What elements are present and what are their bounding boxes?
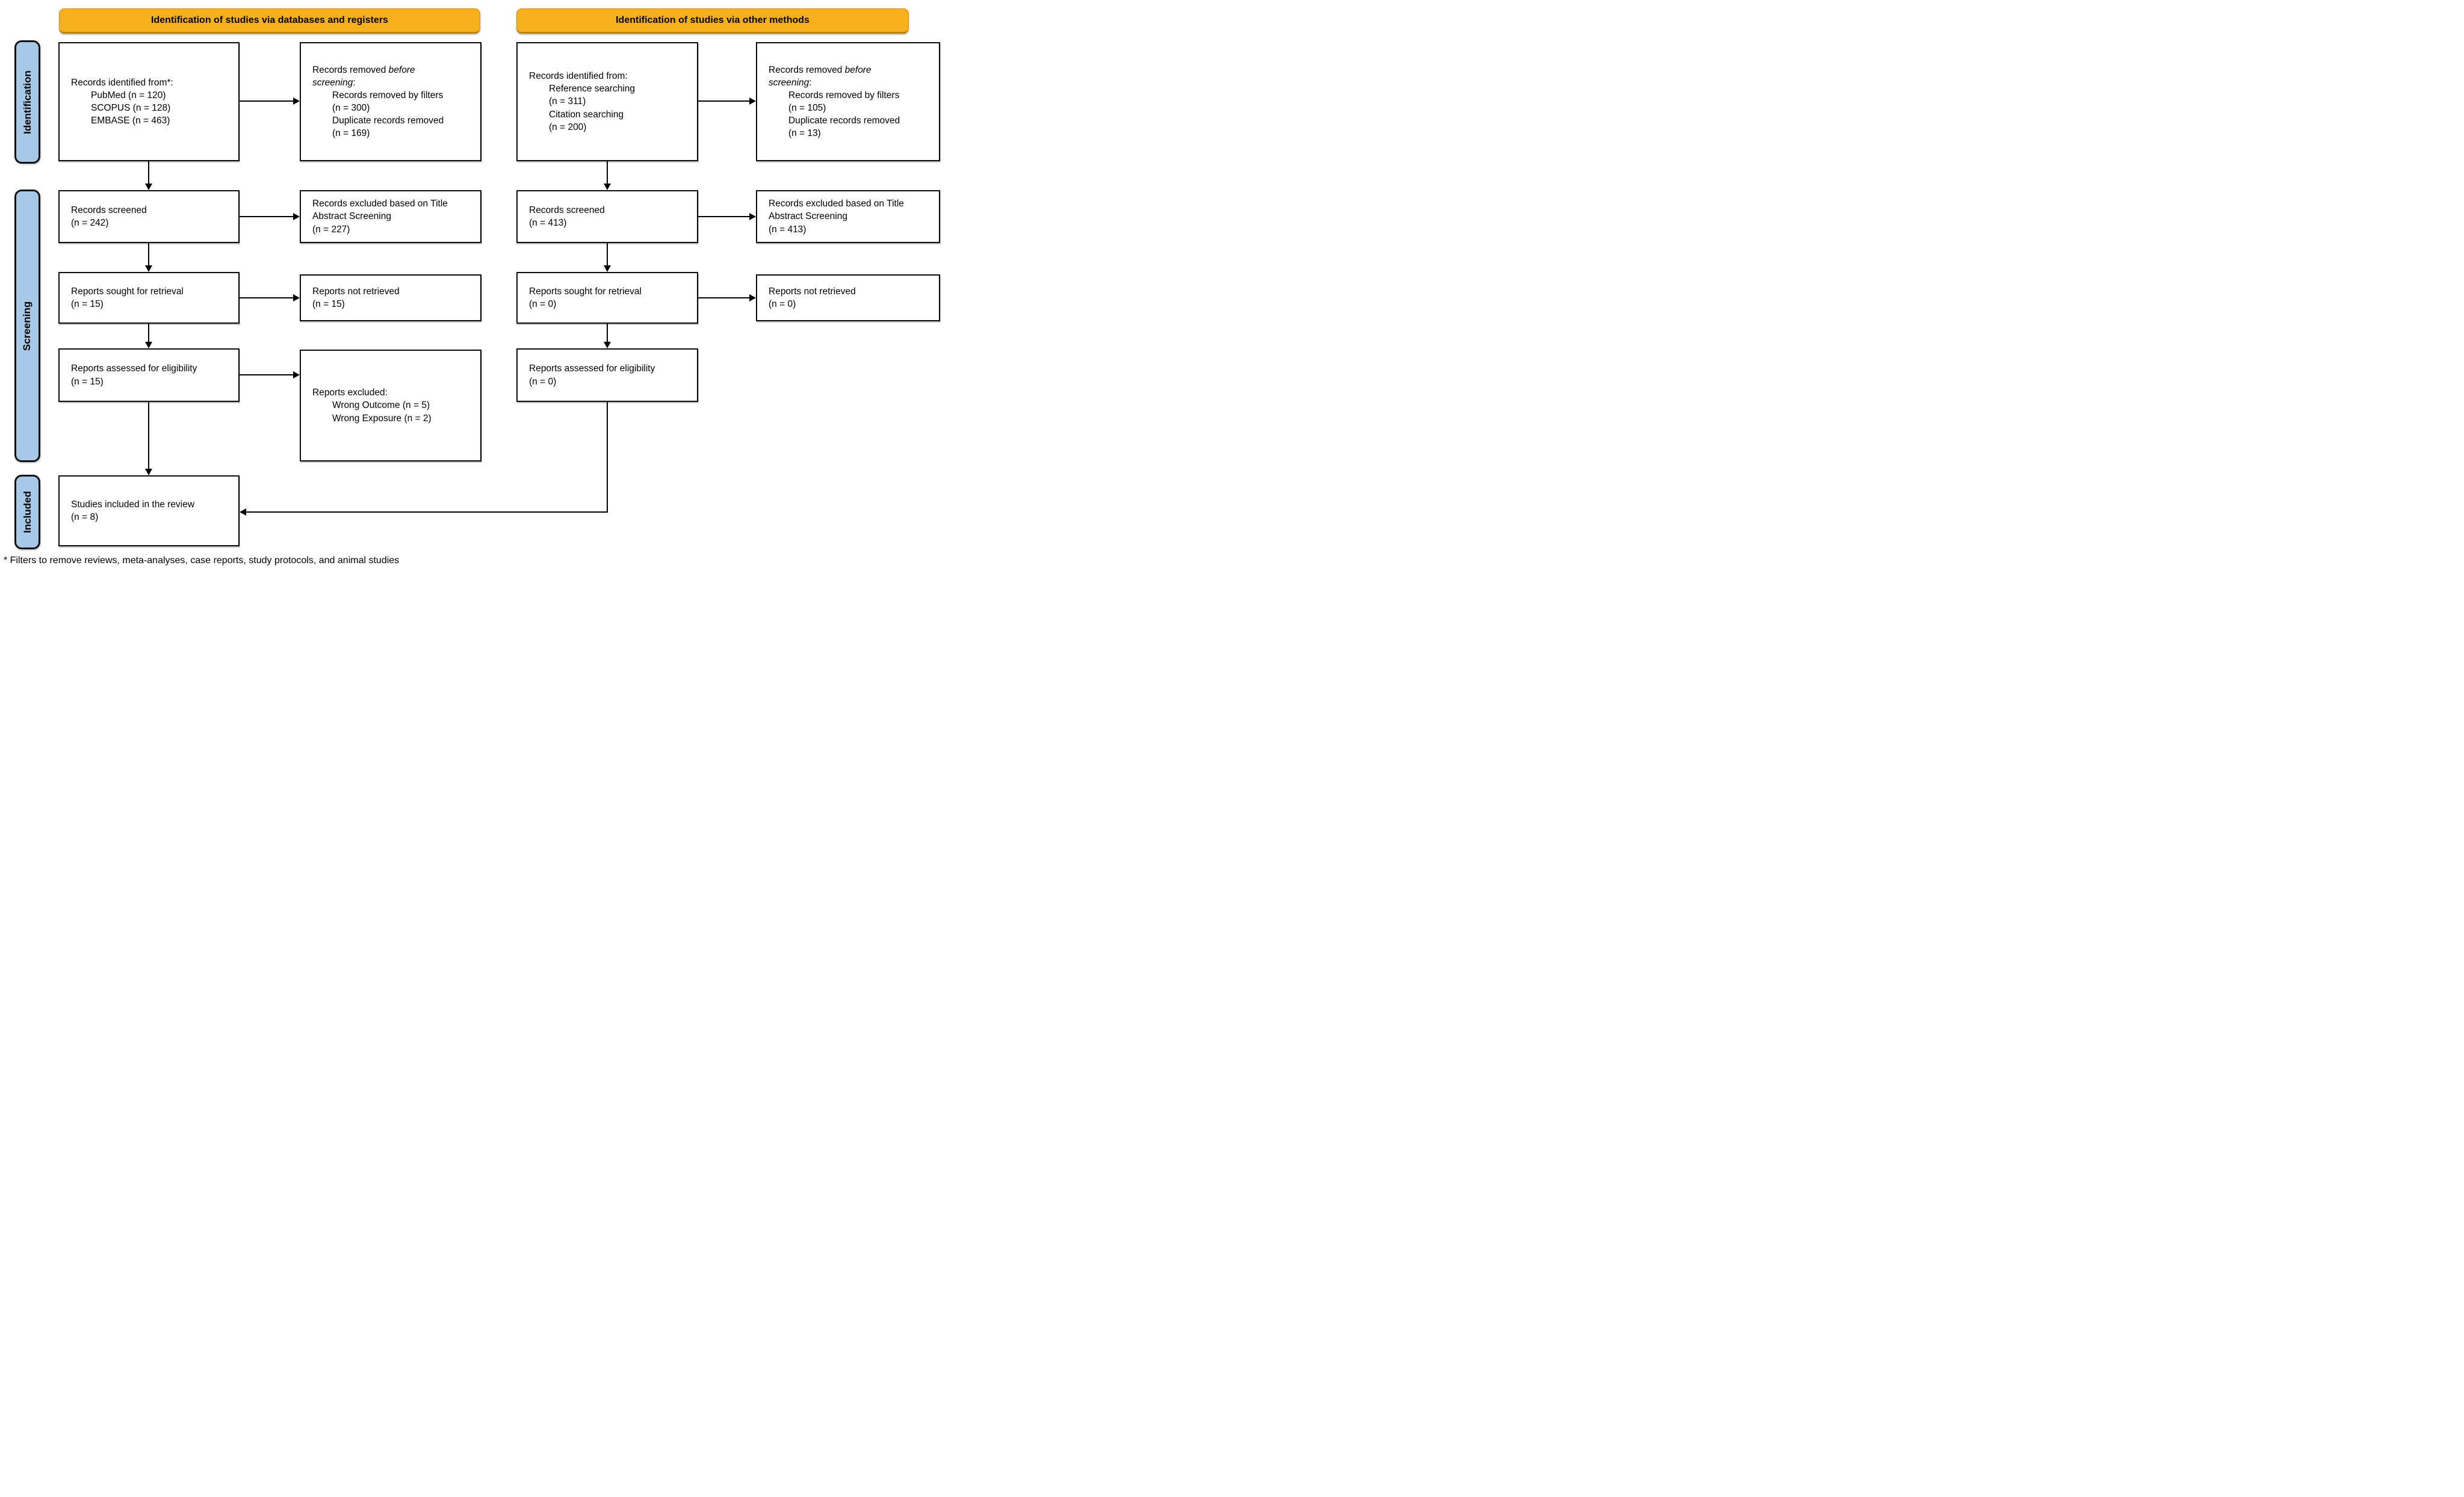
box-text: (n = 15) — [71, 376, 104, 387]
box-text: Wrong Exposure (n = 2) — [332, 413, 432, 424]
banner-databases-registers-label: Identification of studies via databases and registers — [151, 15, 388, 25]
box-text: (n = 227) — [312, 224, 350, 235]
box-text — [312, 64, 474, 76]
arrow-other-screened-to-excluded-head — [749, 213, 756, 220]
arrow-other-identified-to-screened-line — [607, 161, 608, 184]
box-records-removed-other — [756, 42, 940, 161]
arrow-db-screened-to-sought-line — [148, 243, 149, 266]
box-text: Abstract Screening — [769, 211, 847, 222]
box-text: SCOPUS (n = 128) — [91, 103, 171, 113]
box-text: (n = 15) — [312, 299, 345, 309]
banner-databases-registers — [59, 8, 480, 34]
arrow-db-identified-to-removed-line — [240, 100, 293, 102]
arrow-db-screened-to-sought-head — [145, 265, 152, 272]
side-label-screening-text: Screening — [21, 301, 33, 351]
box-reports-assessed-other — [516, 348, 698, 402]
box-text: Records identified from: — [529, 71, 628, 82]
arrow-other-identified-to-screened-head — [604, 184, 611, 190]
arrow-other-identified-to-removed-head — [749, 97, 756, 105]
arrow-db-sought-to-notretrieved-line — [240, 297, 293, 298]
banner-other-methods — [516, 8, 909, 34]
box-records-excluded-screening-databases — [300, 190, 481, 243]
box-records-screened-other — [516, 190, 698, 243]
box-text: Duplicate records removed — [788, 116, 900, 126]
box-reports-excluded-databases — [300, 350, 481, 461]
side-label-identification-text: Identification — [21, 70, 33, 134]
arrow-db-sought-to-assessed-head — [145, 342, 152, 348]
box-text: Reports sought for retrieval — [529, 286, 642, 297]
arrow-other-screened-to-excluded-line — [698, 216, 749, 217]
box-reports-assessed-databases — [58, 348, 240, 402]
box-text-italic: screening — [769, 77, 809, 88]
box-text: Records excluded based on Title — [769, 199, 904, 209]
arrow-other-sought-to-assessed-head — [604, 342, 611, 348]
box-text: Wrong Outcome (n = 5) — [332, 400, 430, 411]
box-text: (n = 169) — [332, 128, 370, 139]
arrow-db-assessed-to-included-line — [148, 402, 149, 469]
box-reports-sought-other — [516, 272, 698, 324]
box-text: Reports excluded: — [312, 387, 388, 398]
arrow-other-sought-to-notretrieved-line — [698, 297, 749, 298]
arrow-other-assessed-to-included-hline — [246, 511, 608, 513]
box-text: Records removed by filters — [332, 90, 444, 100]
box-text: : — [353, 77, 356, 88]
arrow-db-identified-to-screened-line — [148, 161, 149, 184]
box-records-excluded-screening-other — [756, 190, 940, 243]
box-text: PubMed (n = 120) — [91, 90, 166, 100]
arrow-other-screened-to-sought-head — [604, 265, 611, 272]
box-text: Reports sought for retrieval — [71, 286, 184, 297]
box-text: Studies included in the review — [71, 499, 195, 510]
box-text — [769, 76, 933, 89]
box-reports-sought-databases — [58, 272, 240, 324]
arrow-db-screened-to-excluded-line — [240, 216, 293, 217]
arrow-db-sought-to-assessed-line — [148, 324, 149, 342]
box-text: (n = 413) — [769, 224, 806, 235]
box-text: (n = 242) — [71, 218, 109, 228]
box-text: (n = 8) — [71, 512, 99, 522]
box-text-italic: before — [844, 64, 871, 75]
box-text: Reference searching — [549, 84, 636, 94]
box-text: Records identified from*: — [71, 77, 173, 88]
arrow-db-sought-to-notretrieved-head — [293, 294, 300, 301]
side-label-screening — [14, 190, 40, 462]
side-label-included — [14, 475, 40, 549]
box-studies-included — [58, 475, 240, 546]
arrow-db-identified-to-removed-head — [293, 97, 300, 105]
box-text: Citation searching — [549, 109, 624, 120]
box-text: : — [809, 77, 812, 88]
box-text: Reports assessed for eligibility — [71, 363, 197, 374]
arrow-other-sought-to-assessed-line — [607, 324, 608, 342]
arrow-db-identified-to-screened-head — [145, 184, 152, 190]
box-text: Records removed by filters — [788, 90, 900, 100]
arrow-other-sought-to-notretrieved-head — [749, 294, 756, 301]
arrow-other-assessed-to-included-vline — [607, 402, 608, 512]
box-text — [769, 64, 933, 76]
box-text: (n = 413) — [529, 218, 567, 228]
box-text-italic: before — [388, 64, 415, 75]
box-text: (n = 13) — [788, 128, 821, 139]
box-records-identified-databases — [58, 42, 240, 161]
box-reports-not-retrieved-databases — [300, 274, 481, 321]
box-text-italic: screening — [312, 77, 353, 88]
box-text: EMBASE (n = 463) — [91, 116, 170, 126]
box-records-removed-databases — [300, 42, 481, 161]
box-text: Records removed — [769, 64, 845, 75]
box-text: Duplicate records removed — [332, 116, 444, 126]
box-text: (n = 311) — [549, 96, 586, 107]
box-text: Reports not retrieved — [769, 286, 856, 297]
box-text: Reports not retrieved — [312, 286, 400, 297]
arrow-db-screened-to-excluded-head — [293, 213, 300, 220]
box-text — [312, 76, 474, 89]
arrow-other-screened-to-sought-line — [607, 243, 608, 266]
arrow-other-assessed-to-included-head — [240, 508, 246, 516]
box-text: (n = 300) — [332, 103, 370, 113]
arrow-db-assessed-to-excluded-head — [293, 371, 300, 378]
box-text: (n = 200) — [549, 122, 587, 132]
side-label-included-text: Included — [21, 491, 33, 533]
footnote: * Filters to remove reviews, meta-analyses, case reports, study protocols, and animal studies — [4, 555, 400, 566]
box-text: Reports assessed for eligibility — [529, 363, 655, 374]
box-text: (n = 105) — [788, 103, 826, 113]
arrow-db-assessed-to-excluded-line — [240, 374, 293, 375]
arrow-other-identified-to-removed-line — [698, 100, 749, 102]
box-text: (n = 0) — [529, 376, 557, 387]
box-text: (n = 15) — [71, 299, 104, 309]
prisma-flow-diagram — [0, 0, 944, 573]
box-text: Records removed — [312, 64, 389, 75]
box-records-identified-other — [516, 42, 698, 161]
box-reports-not-retrieved-other — [756, 274, 940, 321]
box-text: Records screened — [529, 205, 605, 215]
box-text: (n = 0) — [769, 299, 796, 309]
banner-other-methods-label: Identification of studies via other methods — [616, 15, 809, 25]
box-text: Records screened — [71, 205, 147, 215]
box-text: Records excluded based on Title — [312, 199, 448, 209]
side-label-identification — [14, 40, 40, 164]
box-records-screened-databases — [58, 190, 240, 243]
arrow-db-assessed-to-included-head — [145, 469, 152, 475]
box-text: Abstract Screening — [312, 211, 391, 222]
box-text: (n = 0) — [529, 299, 557, 309]
